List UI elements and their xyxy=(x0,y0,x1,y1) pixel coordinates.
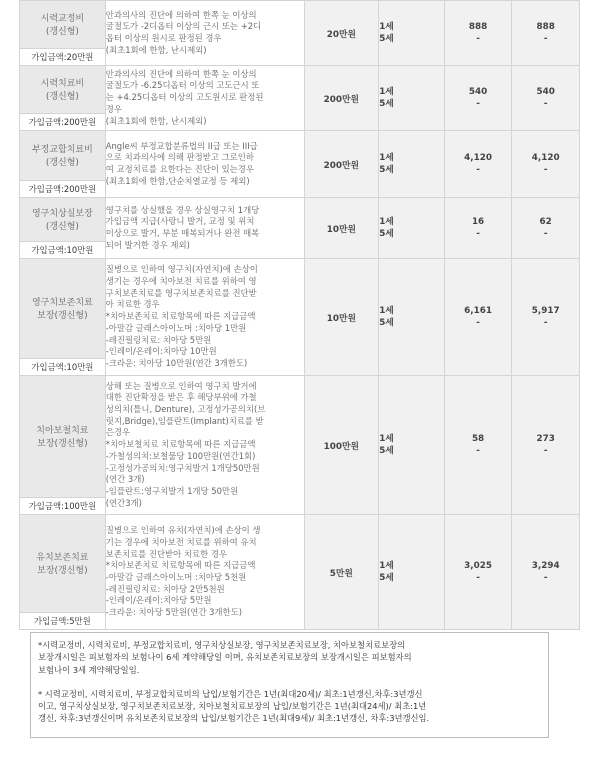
premium-cell xyxy=(444,198,512,259)
condition-line: 경우 xyxy=(105,103,122,114)
note-line: 이고, 영구치상실보장, 영구치보존치료보장, 치아보철치료보장의 납입/보험기간은 1년(최대24세)/ 최초:1년 xyxy=(38,701,427,712)
premium-cell-line: 888 xyxy=(468,22,488,32)
condition-line: 은경우 xyxy=(105,427,131,438)
condition-line: 보존치료를 진단받아 치료한 경우 xyxy=(105,548,228,559)
premium-cell-line: - xyxy=(476,446,480,456)
coverage-row xyxy=(20,1,580,66)
premium-cell-line: 5,917 xyxy=(531,306,560,316)
age-cell-line: 1세 xyxy=(379,561,394,571)
payout-amount: 10만원 xyxy=(304,259,379,376)
note-line: 보험나이 3세 계약해당일임. xyxy=(38,664,140,675)
age-cell-line: 5세 xyxy=(379,34,394,44)
payment-condition xyxy=(105,259,304,376)
premium-cell-line: 16 xyxy=(471,217,485,227)
enrollment-amount: 가입금액:200만원 xyxy=(20,113,105,130)
enrollment-amount: 가입금액:20만원 xyxy=(20,48,105,65)
premium-cell-line: - xyxy=(476,318,480,328)
premium-cell xyxy=(512,515,580,630)
condition-line: 구치보존치료를 영구치보존치료를 진단받 xyxy=(105,287,257,298)
premium-cell-line: 4,120 xyxy=(531,153,560,163)
premium-cell-line: - xyxy=(476,229,480,239)
condition-line: 질병으로 인하여 유치(자연치)에 손상이 생 xyxy=(105,525,261,536)
premium-cell-line: 273 xyxy=(536,434,555,444)
premium-cell-line: - xyxy=(543,446,548,456)
condition-line: Angle씨 부정교합분류법의 II급 또는 III급 xyxy=(105,140,258,151)
age-cell xyxy=(379,131,445,198)
age-cell-line: 5세 xyxy=(379,165,394,175)
enrollment-amount: 가입금액:200만원 xyxy=(20,180,105,197)
condition-line: -인레이/온레이:치아당 5만원 xyxy=(105,595,212,606)
note-line: * 시력교정비, 시력치료비, 부정교합치료비의 납입/보험기간은 1년(최대20세)/ 최초:1년갱신,차후:3년갱신 xyxy=(38,688,423,699)
premium-cell-line: 3,025 xyxy=(464,561,492,571)
payment-condition xyxy=(105,66,304,131)
age-cell-line: 1세 xyxy=(379,87,394,97)
age-cell xyxy=(379,198,445,259)
premium-cell-line: - xyxy=(476,99,480,109)
coverage-name-cell xyxy=(20,131,106,198)
premium-cell-line: 3,294 xyxy=(531,561,560,571)
premium-cell xyxy=(444,131,512,198)
condition-line: -레진필링치료: 치아당 2만5천원 xyxy=(105,583,225,594)
condition-line: -아말감 글래스아이노머 :치아당 5천원 xyxy=(105,572,247,582)
coverage-name xyxy=(20,419,105,471)
premium-cell-line: - xyxy=(543,165,548,175)
condition-line: 기는 경우에 치아보전 치료를 위하여 유치 xyxy=(105,536,257,547)
premium-cell-line: 62 xyxy=(539,217,552,227)
condition-line: 굴절도가 -6.25디옵터 이상의 고도근시 또 xyxy=(105,80,260,91)
coverage-name-line: 영구치보존치료 xyxy=(31,298,93,308)
payment-condition xyxy=(105,376,304,515)
premium-cell-line: - xyxy=(543,34,548,44)
coverage-name-cell xyxy=(20,376,106,515)
payment-condition xyxy=(105,1,304,66)
premium-cell-line: 6,161 xyxy=(464,306,492,316)
condition-line: -고정성가공의치:영구치발거 1개당50만원 xyxy=(105,462,260,473)
coverage-row xyxy=(20,376,580,515)
condition-line: -아말감 글래스아이노머 :치아당 1만원 xyxy=(105,322,247,333)
coverage-name-line: 시력교정비 xyxy=(40,14,85,24)
condition-line: -크라운: 치아당 10만원(연간 3개한도) xyxy=(105,357,248,368)
coverage-row xyxy=(20,198,580,259)
premium-cell xyxy=(444,66,512,131)
condition-line: -인레이/온레이:치아당 10만원 xyxy=(105,346,217,357)
age-cell xyxy=(379,376,445,515)
condition-line: 성의치(틀니, Denture), 고정성가공의치(브 xyxy=(105,404,266,415)
condition-line: (최초1회에 한함,단순치열교정 등 제외) xyxy=(105,175,250,186)
payment-condition xyxy=(105,198,304,259)
age-cell-line: 5세 xyxy=(379,446,394,456)
condition-line: 는 +4.25디옵터 이상의 고도원시로 판정된 xyxy=(105,92,264,103)
enrollment-amount: 가입금액:10만원 xyxy=(20,241,105,258)
coverage-name-line: 보장(갱신형) xyxy=(37,311,88,321)
premium-cell-line: - xyxy=(476,165,480,175)
note-line: 갱신, 차후:3년갱신이며 유치보존치료보장의 납입/보험기간은 1년(최대9세)/ 최초:1년갱신, 차후:3년갱신임. xyxy=(38,713,430,724)
enrollment-amount: 가입금액:10만원 xyxy=(20,358,105,375)
condition-line: 옵터 이상의 원시로 판정된 경우 xyxy=(105,33,222,43)
premium-cell xyxy=(444,376,512,515)
condition-line: -가철성의치:보철물당 100만원(연간1회) xyxy=(105,450,256,461)
payout-amount: 20만원 xyxy=(304,1,379,66)
age-cell-line: 5세 xyxy=(379,99,394,109)
age-cell xyxy=(379,66,445,131)
payout-amount: 5만원 xyxy=(304,515,379,630)
coverage-name-cell xyxy=(20,515,106,630)
coverage-name xyxy=(20,546,105,598)
premium-cell-line: 540 xyxy=(468,87,488,97)
notes-paragraph-1 xyxy=(38,639,542,676)
premium-cell xyxy=(512,259,580,376)
premium-cell-line: - xyxy=(476,573,480,583)
condition-line: (연간 3개) xyxy=(105,474,145,485)
premium-cell-line: 4,120 xyxy=(464,153,492,163)
age-cell-line: 5세 xyxy=(379,229,394,239)
premium-cell-line: - xyxy=(543,229,548,239)
payout-amount: 100만원 xyxy=(304,376,379,515)
coverage-name-cell xyxy=(20,198,106,259)
condition-line: -크라운: 치아당 5만원(연간 3개한도) xyxy=(105,607,242,618)
premium-cell xyxy=(444,1,512,66)
payout-amount: 10만원 xyxy=(304,198,379,259)
payment-condition xyxy=(105,515,304,630)
coverage-name-line: 부정교합치료비 xyxy=(31,145,93,155)
coverage-name xyxy=(20,291,105,343)
condition-line: 으로 치과의사에 의해 판정받고 그로인하 xyxy=(105,152,254,163)
payout-amount: 200만원 xyxy=(304,66,379,131)
premium-cell-line: 58 xyxy=(471,434,485,444)
coverage-row xyxy=(20,515,580,630)
condition-line: 안과의사의 진단에 의하여 한쪽 눈 이상의 xyxy=(105,68,257,79)
condition-line: 가입금액 지급(사랑니 발거, 교정 및 위치 xyxy=(105,216,255,227)
premium-cell xyxy=(444,515,512,630)
enrollment-amount: 가입금액:100만원 xyxy=(20,497,105,514)
age-cell-line: 1세 xyxy=(379,22,394,32)
notes-box xyxy=(30,632,549,738)
age-cell-line: 1세 xyxy=(379,217,394,227)
premium-cell-line: - xyxy=(476,34,480,44)
coverage-name-line: (갱신형) xyxy=(45,27,79,37)
age-cell-line: 1세 xyxy=(379,153,394,163)
coverage-table xyxy=(19,0,580,630)
coverage-row xyxy=(20,259,580,376)
premium-cell xyxy=(512,376,580,515)
condition-line: 안과의사의 진단에 의하여 한쪽 눈 이상의 xyxy=(105,9,257,20)
age-cell-line: 5세 xyxy=(379,573,394,583)
condition-line: *치아보철치료 치료항목에 따른 지급금액 xyxy=(105,439,256,450)
coverage-name-line: 보장(갱신형) xyxy=(37,566,88,576)
coverage-name-line: 시력치료비 xyxy=(40,79,85,89)
coverage-name-line: (갱신형) xyxy=(45,158,79,168)
payment-condition xyxy=(105,131,304,198)
premium-cell xyxy=(512,198,580,259)
condition-line: *치아보존치료 치료항목에 따른 지급금액 xyxy=(105,311,256,322)
coverage-name-line: 치아보철치료 xyxy=(36,426,89,436)
coverage-row xyxy=(20,66,580,131)
condition-line: (최초1회에 한함, 난시제외) xyxy=(105,44,207,55)
age-cell-line: 1세 xyxy=(379,434,394,444)
coverage-row xyxy=(20,131,580,198)
condition-line: 릿지,Bridge),임플란트(Implant)치료를 받 xyxy=(105,415,264,426)
enrollment-amount: 가입금액:5만원 xyxy=(20,612,105,629)
payout-amount: 200만원 xyxy=(304,131,379,198)
note-line: 보장개시일은 피보험자의 보험나이 6세 계약해당일 이며, 유치보존치료보장의 보장개시일은 피보험자의 xyxy=(38,652,412,663)
age-cell xyxy=(379,259,445,376)
age-cell xyxy=(379,515,445,630)
age-cell-line: 5세 xyxy=(379,318,394,328)
premium-cell-line: 888 xyxy=(536,22,555,32)
premium-cell-line: - xyxy=(543,99,548,109)
coverage-name-cell xyxy=(20,259,106,376)
condition-line: 여 교정치료를 요한다는 진단이 있는경우 xyxy=(105,164,254,174)
coverage-name-line: 보장(갱신형) xyxy=(37,439,88,449)
condition-line: 생기는 경우에 치아보전 치료를 위하여 영 xyxy=(105,276,257,287)
condition-line: *치아보존치료 치료항목에 따른 지급금액 xyxy=(105,560,256,571)
premium-cell xyxy=(512,1,580,66)
age-cell xyxy=(379,1,445,66)
premium-cell-line: - xyxy=(543,318,548,328)
condition-line: 상해 또는 질병으로 인하여 영구치 발거에 xyxy=(105,380,257,391)
notes-paragraph-2 xyxy=(38,688,542,725)
condition-line: (연간3개) xyxy=(105,497,142,508)
premium-cell-line: 540 xyxy=(536,87,555,97)
condition-line: -레진필링치료: 치아당 5만원 xyxy=(105,334,212,345)
condition-line: 질병으로 인하여 영구치(자연치)에 손상이 xyxy=(105,264,258,275)
coverage-name-cell xyxy=(20,1,106,66)
condition-line: -임플란트:영구치발거 1개당 50만원 xyxy=(105,485,239,496)
condition-line: 영구치를 상실했을 경우 상실영구치 1개당 xyxy=(105,204,260,215)
coverage-name-line: (갱신형) xyxy=(45,92,79,102)
condition-line: (최초1회에 한함, 난시제외) xyxy=(105,115,207,126)
coverage-name-line: (갱신형) xyxy=(45,222,79,232)
condition-line: 되어 발거한 경우 제외) xyxy=(105,239,190,250)
premium-cell xyxy=(512,131,580,198)
note-line: *시력교정비, 시력치료비, 부정교합치료비, 영구치상실보장, 영구치보존치료보장, 치아보철치료보장의 xyxy=(38,640,406,650)
condition-line: 이상으로 발거, 부분 매복되거나 완전 매복 xyxy=(105,228,260,238)
coverage-name-line: 영구치상실보장 xyxy=(31,209,93,219)
premium-cell xyxy=(444,259,512,376)
premium-cell xyxy=(512,66,580,131)
coverage-name-line: 유치보존치료 xyxy=(36,553,89,563)
age-cell-line: 1세 xyxy=(379,306,394,316)
coverage-name-cell xyxy=(20,66,106,131)
premium-cell-line: - xyxy=(543,573,548,583)
condition-line: 굴절도가 -2디옵터 이상의 근시 또는 +2디 xyxy=(105,21,262,32)
condition-line: 대한 진단확정을 받은 후 해당부위에 가철 xyxy=(105,392,257,403)
condition-line: 아 치료한 경우 xyxy=(105,299,160,310)
